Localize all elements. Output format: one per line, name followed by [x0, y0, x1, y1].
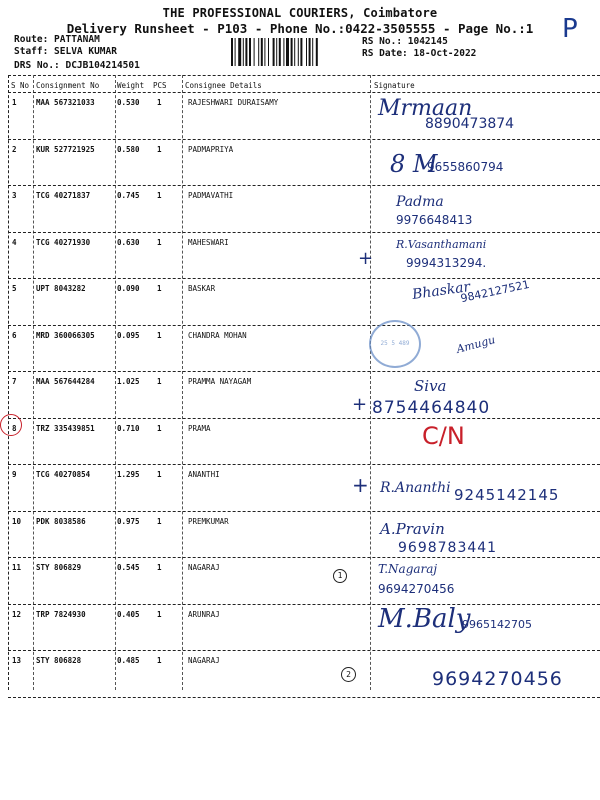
row-consignee: BASKAR	[188, 284, 216, 293]
row-divider	[8, 557, 600, 558]
staff-label: Staff: SELVA KUMAR	[14, 46, 117, 57]
handwritten-phone-row-2: 9655860794	[427, 160, 504, 174]
handwritten-phone-row-11: 9694270456	[378, 582, 455, 596]
column-divider	[370, 75, 371, 690]
company-title: THE PROFESSIONAL COURIERS, Coimbatore	[162, 6, 438, 20]
row-weight: 1.025	[117, 377, 140, 386]
cross-mark-row-4: +	[358, 248, 374, 269]
row-weight: 0.485	[117, 656, 140, 665]
row-weight: 0.405	[117, 609, 140, 619]
row-serial: 10	[12, 516, 22, 526]
row-weight: 0.710	[117, 423, 140, 433]
runsheet-title: Delivery Runsheet - P103 - Phone No.:0422-3505555 - Page No.:1	[66, 21, 534, 36]
row-divider	[8, 604, 600, 605]
row-serial: 1	[12, 98, 17, 107]
row-serial: 12	[12, 609, 22, 619]
header-divider	[8, 92, 600, 93]
row-divider	[8, 185, 600, 186]
signature-row-12: M.Baly	[378, 604, 471, 634]
row-weight: 0.630	[117, 237, 140, 247]
signature-row-4: R.Vasanthamani	[396, 238, 487, 251]
row-pcs: 1	[157, 470, 162, 479]
row-weight: 0.090	[117, 284, 140, 293]
row-consignment-no: TCG 40271837	[36, 191, 91, 200]
signature-row-3: Padma	[396, 194, 444, 210]
row-weight: 0.975	[117, 516, 140, 526]
table-left-border	[8, 75, 9, 690]
row-pcs: 1	[157, 516, 162, 526]
row-divider	[8, 511, 600, 512]
row-consignee: ANANTHI	[188, 470, 220, 479]
row-weight: 0.580	[117, 144, 140, 154]
rs-date: RS Date: 18-Oct-2022	[362, 48, 477, 59]
row-consignment-no: TRP 7824930	[36, 609, 86, 619]
handwritten-phone-row-7: 8754464840	[372, 398, 491, 418]
row-consignee: RAJESHWARI DURAISAMY	[188, 98, 279, 107]
cn-red-mark: C/N	[422, 422, 465, 450]
row-serial: 8	[12, 423, 17, 433]
signature-row-1: Mrmaan	[378, 96, 473, 121]
row-weight: 1.295	[117, 470, 140, 479]
handwritten-phone-row-1: 8890473874	[425, 116, 515, 132]
row-pcs: 1	[157, 656, 162, 665]
row-consignee: PADMAPRIYA	[188, 144, 234, 154]
row-pcs: 1	[157, 237, 162, 247]
row-divider	[8, 278, 600, 279]
office-stamp: 25 5 489	[369, 320, 421, 368]
row-consignment-no: STY 806829	[36, 563, 82, 572]
row-divider	[8, 697, 600, 698]
row-serial: 2	[12, 144, 17, 154]
row-divider	[8, 418, 600, 419]
rs-number: RS No.: 1042145	[362, 36, 448, 47]
row-serial: 11	[12, 563, 22, 572]
row-divider	[8, 139, 600, 140]
row-consignee: NAGARAJ	[188, 656, 220, 665]
row-consignment-no: TCG 40270854	[36, 470, 91, 479]
row-consignee: ARUNRAJ	[188, 609, 220, 619]
row-divider	[8, 325, 600, 326]
row-serial: 13	[12, 656, 22, 665]
row-consignment-no: TRZ 335439851	[36, 423, 95, 433]
row-consignee: NAGARAJ	[188, 563, 220, 572]
row-consignee: MAHESWARI	[188, 237, 229, 247]
column-divider	[33, 75, 34, 690]
row-serial: 6	[12, 330, 17, 340]
row-pcs: 1	[157, 98, 162, 107]
row-consignment-no: MAA 567644284	[36, 377, 95, 386]
row-pcs: 1	[157, 423, 162, 433]
handwritten-phone-row-4: 9994313294.	[406, 256, 487, 270]
row-weight: 0.095	[117, 330, 140, 340]
table-top-border	[8, 75, 600, 76]
column-divider	[115, 75, 116, 690]
row-serial: 3	[12, 191, 17, 200]
row-serial: 9	[12, 470, 17, 479]
row-divider	[8, 232, 600, 233]
row-pcs: 1	[157, 563, 162, 572]
col-weight: Weight	[117, 81, 145, 90]
row-pcs: 1	[157, 377, 162, 386]
column-divider	[182, 75, 183, 690]
row-weight: 0.545	[117, 563, 140, 572]
row-consignment-no: UPT 8043282	[36, 284, 86, 293]
row-pcs: 1	[157, 284, 162, 293]
row-divider	[8, 650, 600, 651]
handwritten-page-mark: P	[562, 14, 578, 44]
row-pcs: 1	[157, 330, 162, 340]
col-consignment: Consignment No	[36, 81, 100, 90]
row-consignee: PADMAVATHI	[188, 191, 234, 200]
circled-number-1: 1	[333, 569, 347, 583]
row-consignment-no: PDK 8038586	[36, 516, 86, 526]
signature-row-10: A.Pravin	[380, 520, 445, 538]
cross-mark-row-9: +	[352, 473, 369, 497]
route-label: Route: PATTANAM	[14, 34, 100, 45]
handwritten-phone-row-5: 9842127521	[459, 277, 531, 306]
row-consignment-no: MRD 360066305	[36, 330, 95, 340]
row-pcs: 1	[157, 609, 162, 619]
row-divider	[8, 371, 600, 372]
circled-number-2: 2	[341, 667, 356, 682]
signature-row-7: Siva	[414, 377, 447, 395]
row-consignee: CHANDRA MOHAN	[188, 330, 247, 340]
col-consignee: Consignee Details	[185, 81, 262, 90]
handwritten-phone-row-13: 9694270456	[432, 668, 563, 690]
row-consignee: PRAMMA NAYAGAM	[188, 377, 252, 386]
row-consignee: PREMKUMAR	[188, 516, 229, 526]
row-consignment-no: MAA 567321033	[36, 98, 95, 107]
row-divider	[8, 464, 600, 465]
handwritten-phone-row-3: 9976648413	[396, 213, 473, 227]
signature-row-5: Bhaskar	[411, 279, 472, 303]
signature-row-11: T.Nagaraj	[378, 562, 438, 576]
row-weight: 0.745	[117, 191, 140, 200]
signature-row-9: R.Ananthi	[380, 480, 451, 496]
row-serial: 4	[12, 237, 17, 247]
row-consignment-no: STY 806828	[36, 656, 82, 665]
signature-row-6: Amugu	[454, 333, 497, 356]
drs-number: DRS No.: DCJB104214501	[14, 60, 140, 71]
row-pcs: 1	[157, 191, 162, 200]
row-consignee: PRAMA	[188, 423, 211, 433]
col-pcs: PCS	[153, 81, 167, 90]
row-consignment-no: KUR 527721925	[36, 144, 95, 154]
handwritten-phone-row-10: 9698783441	[398, 540, 498, 556]
row-pcs: 1	[157, 144, 162, 154]
cross-mark-row-7: +	[352, 394, 368, 415]
col-signature: Signature	[374, 81, 415, 90]
red-circle-row-8	[0, 414, 22, 436]
handwritten-phone-row-9: 9245142145	[454, 486, 560, 504]
row-serial: 7	[12, 377, 17, 386]
row-weight: 0.530	[117, 98, 140, 107]
row-serial: 5	[12, 284, 17, 293]
row-consignment-no: TCG 40271930	[36, 237, 91, 247]
barcode	[230, 38, 355, 66]
signature-row-2: 8 M	[390, 150, 438, 178]
handwritten-phone-row-12: 9965142705	[462, 618, 532, 631]
col-sno: S No	[11, 81, 30, 90]
